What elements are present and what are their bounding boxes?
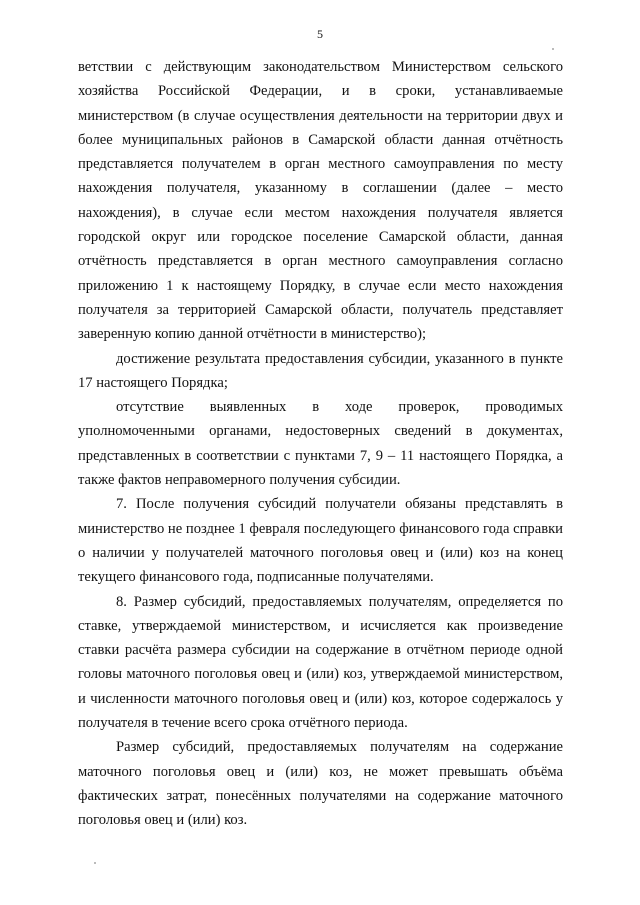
scan-speck xyxy=(552,48,554,50)
paragraph-subsidy-limit: Размер субсидий, предоставляемых получателям на содержание маточного поголовья овец и (или) коз, не может превышать объёма фактических затрат, понесённых получателями на содержание маточного поголовья овец и (или) коз. xyxy=(78,739,563,829)
paragraph-no-violations: отсутствие выявленных в ходе проверок, проводимых уполномоченными органами, недостоверных сведений в документах, представленных в соответствии с пунктами 7, 9 – 11 настоящего Порядка, а также фактов неправомерного получения субсидии. xyxy=(78,399,563,489)
paragraph-clause-7: 7. После получения субсидий получатели обязаны представлять в министерство не позднее 1 февраля последующего финансового года справки о наличии у получателей маточного поголовья овец и (или) коз на конец текущего финансового года, подписанные получателями. xyxy=(78,496,563,586)
page-number: 5 xyxy=(317,27,323,41)
scan-speck xyxy=(94,862,96,864)
paragraph-clause-8: 8. Размер субсидий, предоставляемых получателям, определяется по ставке, утверждаемой министерством, и исчисляется как произведение ставки расчёта размера субсидии на содержание в отчётном периоде одной головы маточного поголовья овец и (или) коз, утверждаемой министерством, и численности маточного поголовья овец и (или) коз, которое содержалось у получателя в течение всего срока отчётного периода. xyxy=(78,593,563,732)
paragraph-result-achievement: достижение результата предоставления субсидии, указанного в пункте 17 настоящего Порядка; xyxy=(78,350,563,391)
document-body xyxy=(78,55,563,833)
paragraph-continuation: ветствии с действующим законодательством Министерством сельского хозяйства Российской Федерации, и в сроки, устанавливаемые министерством (в случае осуществления деятельности на территории двух и более муниципальных районов в Самарской области данная отчётность представляется получателем в орган местного самоуправления по месту нахождения получателя, указанному в соглашении (далее – место нахождения), в случае если местом нахождения получателя является городской округ или городское поселение Самарской области, данная отчётность представляется в орган местного самоуправления согласно приложению 1 к настоящему Порядку, в случае если место нахождения получателя за территорией Самарской области, получатель представляет заверенную копию данной отчётности в министерство); xyxy=(78,59,563,343)
